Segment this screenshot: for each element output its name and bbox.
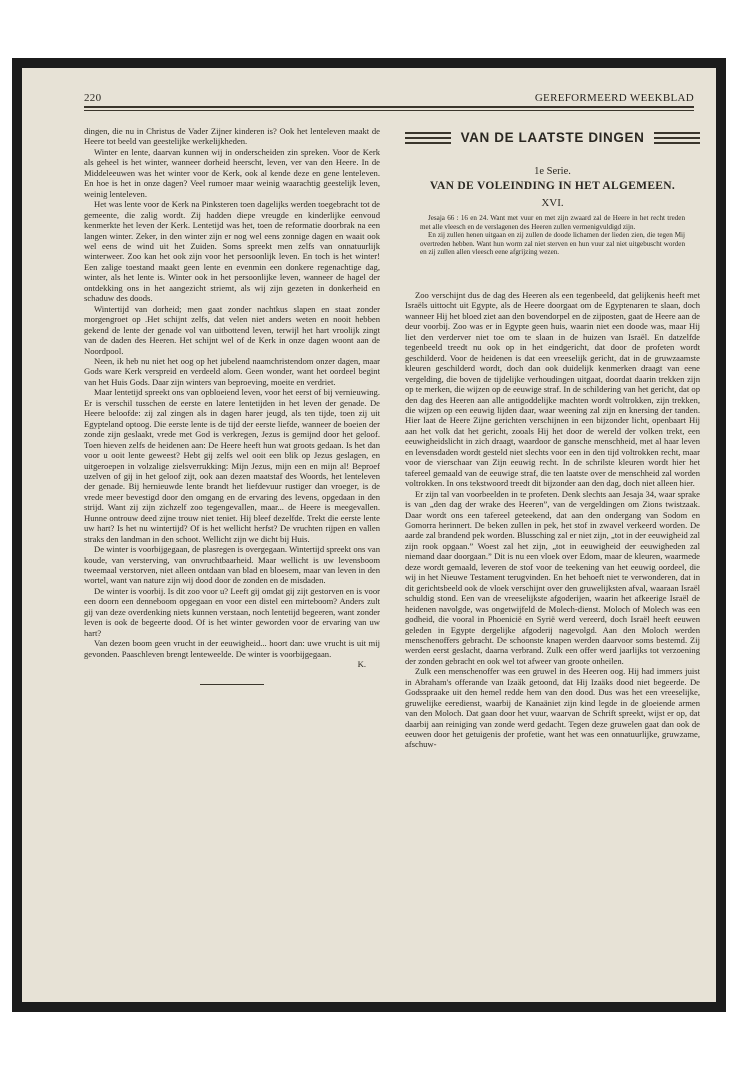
end-rule xyxy=(200,684,264,685)
section-title: VAN DE LAATSTE DINGEN xyxy=(460,130,645,145)
decorative-rules-left xyxy=(405,132,451,146)
author-signature: K. xyxy=(357,659,366,670)
header-rule xyxy=(84,106,694,108)
left-paragraph: Neen, ik heb nu niet het oog op het jubelend naamchristendom onzer dagen, maar Gods ware Kerk verspreid en verdeeld alom. Geen wonder, want het oordeel begint van het Huis Gods. Daar zijn winters van beproeving, moeite en verdriet. xyxy=(84,355,380,387)
left-paragraph: dingen, die nu in Christus de Vader Zijner kinderen is? Ook het lenteleven maakt de Heere tot beeld van geestelijke werkelijkheden. xyxy=(84,126,380,147)
decorative-rules-right xyxy=(654,132,700,146)
left-paragraph: Van dezen boom geen vrucht in der eeuwigheid... hoort dan: uwe vrucht is uit mij gevonden. Paaschleven brengt lenteweelde. De winter is voorbijgegaan. xyxy=(84,638,380,659)
quote-line: Jesaja 66 : 16 en 24. Want met vuur en met zijn zwaard zal de Heere in het recht treden met alle vleesch en de verslagenen des Heeren zullen vermenigvuldigd zijn. xyxy=(420,214,685,231)
journal-title: GEREFORMEERD WEEKBLAD xyxy=(534,92,694,104)
left-paragraph: Wintertijd van dorheid; men gaat zonder nachtkus slapen en staat zonder morgengroet op .Het schijnt zelfs, dat velen niet anders weten en nooit hebben gekend de lente der genade vol van uitbottend leven, terwijl het hart vroolijk zingt van de daden des Heeren. Het schijnt wel of de Kerk in onze dagen woont aan de Noordpool. xyxy=(84,303,380,356)
left-paragraph: Maar lentetijd spreekt ons van opbloeiend leven, voor het eerst of bij vernieuwing. Er is verschil tusschen de eerste en latere lentetijden in het leven der genade. De Heere beloofde: zij zal zingen als in dagen harer jeugd, als ten tijde, toen zij uit Egypteland optoog. Die eerste lente is de tijd der eerste liefde, wanneer de boeien der zonde zijn geslaakt, vrede met God is verkregen, Jezus is gemijnd door het geloof. Toen hieven zelfs de heidenen aan: De Heere heeft hun wat groots gedaan. Is het dan voor u ooit lente geweest? Hebt gij zelfs wel ooit een blik op Jezus geslagen, en uitgeroepen in volzalige zielsverrukking: Mijn Jezus, mijn een en mijn al! Beproef uzelven of gij in het geloof zijt, ook aan dezen maatstaf des Woords, het lenteleven der genade. Bij hernieuwde lente brandt het liefdevuur rustiger dan vroeger, is de vrede meer bevestigd door den omgang en de ervaring des levens, opgedaan in den strijd. Want zij zijn zichzelf zoo tegengevallen, maar... de Heere is meegevallen. Hunne ontrouw deed zijne trouw niet teniet. Hij bleef dezelfde. Trekt die eerste lente uw hart? Is het nu wintertijd? Of is het wellicht herfst? De vruchten rijpen en vallen straks den landman in den schoot. Wellicht zijn we dicht bij Huis. xyxy=(84,387,380,544)
header-rule-thin xyxy=(84,110,694,111)
part-number: XVI. xyxy=(541,197,564,209)
left-paragraph: De winter is voorbij. Is dit zoo voor u? Leeft gij omdat gij zijt gestorven en is voor een doorn een denneboom opgegaan en voor een distel een mirteboom? Anders zult gij van deze overdenking niets kunnen verstaan, noch lentetijd begeeren, want zonder leven is ook de begeerte dood. Of is het winter geworden voor de ervaring van uw hart? xyxy=(84,585,380,638)
page xyxy=(22,68,716,1002)
right-paragraph: Zulk een menschenoffer was een gruwel in des Heeren oog. Hij had immers juist in Abraham's offerande van Izaäk getoond, dat Hij Izaäks dood niet begeerde. De Godsspraake uit den hemel redde hem van den dood. Dus was het een vreeselijke, gruwelijke eeredienst, waarbij de Kanaäniet zijn kind legde in de gloeiende armen van den Moloch. Dat gaan door het vuur, waarvan de Schrift spreekt, wijst er op, dat daarbij aan reiniging van zonde werd gedacht. Tegen deze gruwelen gaat dan ook de eeuwen door het getuigenis der profetie, want het was een onnatuurlijke, gruwzame, afschuw- xyxy=(405,666,700,750)
section-heading xyxy=(405,126,700,152)
left-paragraph: Winter en lente, daarvan kunnen wij in onderscheiden zin spreken. Voor de Kerk als geheel is het winter, wanneer dorheid heerscht, leven, ver van den Heere. In de Middeleeuwen was het winter voor de Kerk, ook al kende deze en gene lenteleven. En hoe is het in onze dagen? Veel rumoer maar weinig waarachtig geestelijk leven, weinig lenteleven. xyxy=(84,146,380,199)
page-number: 220 xyxy=(84,92,102,104)
right-column xyxy=(405,290,700,750)
right-paragraph: Zoo verschijnt dus de dag des Heeren als een tegenbeeld, dat gelijkenis heeft met Israëls uittocht uit Egypte, als de Heere doorgaat om de Egyptenaren te slaan, doch wanneer Hij het bloed ziet aan den bovendorpel en de zijposten, gaat de Heere aan de deur voorbij. Zoo was er in Egypte geen huis, waarin niet een doode was, maar Hij liet den verderver niet toe om te slaan in de huizen van Israël. En datzelfde tegenbeeld treedt nu ook op in het eindgericht, dat door de profeten wordt geschilderd. Voor de heidenen is dat een vreeselijk gericht, dat in de gruwzaamste kleuren geschilderd wordt, doch dan ook duidelijk kenmerken draagt van eene vergelding, die boven de tijdelijke verhoudingen uitgaat, doordat daarin trekken zijn op te merken, die wijzen op de eeuwige straf. In de schildering van het gericht, dat op den dag des Heeren aan alle antigoddelijke machten wordt voltrokken, zijn trekken, die wijzen op een eeuwig lijden daar, waar weening zal zijn en knersing der tanden. Hier laat de Heere Zijne gerichten verschijnen in een bijzonder licht, openbaart Hij aan het volk dat het gericht, zooals Hij het door de wereld der volken trekt, een eeuwigheidslicht in zich draagt, waardoor de gansche menschheid, met al haar leven en levensdaden wordt gesteld niet slechts voor een in den tijd voltrokken recht, maar voor de vierschaar van Zijn eeuwig recht. In de schrilste kleuren wordt hier het tafereel gemaald van de eeuwige straf, die ten laatste over de menschheid zal worden voltrokken. In ons tekstwoord treedt dit bijzonder aan den dag, doch niet alleen hier. xyxy=(405,290,700,489)
left-column xyxy=(84,126,380,685)
series-label: 1e Serie. xyxy=(534,166,571,177)
quote-line: En zij zullen henen uitgaan en zij zullen de doode lichamen der lieden zien, die tegen Mij overtreden hebben. Want hun worm zal niet sterven en hun vuur zal niet uitgebuscht worden en zij zullen allen vleesch eene afgrijzing wezen. xyxy=(420,231,685,257)
left-paragraph: Het was lente voor de Kerk na Pinksteren toen dagelijks werden toegebracht tot de gemeente, die zalig wordt. Zij hadden diepe vreugde en kinderlijke eenvoud kenmerkte het leven der Kerk. Lentetijd was het, toen de reformatie doorbrak na een langen winter. Zeker, in den winter zijn er nog wel eens zonnige dagen en waait ook wel eens de wind uit het Zuiden. Soms spreekt men zelfs van onnatuurlijk winterweer. Zoo kan het ook zijn voor het persoonlijk leven. En toch is het winter! Een zalige toestand maakt geen lente en evenmin een donkere regenachtige dag, winter, als het lente is. Winter ook in het persoonlijke leven, wanneer de hagel der ontdekking ons in het aangezicht striemt, als wij zijn gezeten in donkerheid en schaduw des doods. xyxy=(84,199,380,304)
closing-row xyxy=(84,638,380,659)
right-paragraph: Er zijn tal van voorbeelden in te profeten. Denk slechts aan Jesaja 34, waar sprake is van „den dag der wrake des Heeren”, van de vergeldingen om Zions twistzaak. Daar wordt ons een tafereel geteekend, dat aan den ondergang van Sodom en Gomorra herinnert. De beken zullen in pek, het stof in zwavel verkeerd worden. De aarde zal brandend pek worden. Blussching zal er niet zijn, „tot in der eeuwigheid zal zijn rook opgaan.” Woest zal het zijn, „tot in eeuwigheid der eeuwigheden zal niemand daar doorgaan.” Dit is nu een vloek over Edom, maar de kleuren, waarmede deze wordt gemaald, leveren de stof voor de teekening van het eeuwig oordeel, die wij in het Nieuwe Testament terugvinden. En het behoeft niet te verwonderen, dat in dit gerichtsbeeld ook de vloek verschijnt over den gruwelijksten afval, waaraan Israël schuldig stond. Een van de vreeselijkste afgoderijen, waarin het afkeerige Israël de heidenen navolgde, was ongetwijfeld de Molech-dienst. Moloch of Molech was een godheid, die vooral in Phoenicië en Syrië werd vereerd, doch Israël heeft eeuwen geleden in Egypte dergelijke afgoderij nagevolgd. Aan den Moloch werden menschenoffers gebracht. De schoonste knapen werden daarvoor soms bestemd. Zij werden eerst geslacht, daarna verbrand. Zulk een offer werd jaarlijks tot verzoening der zonden gebracht en ook wel tot afweer van groote onheilen. xyxy=(405,488,700,666)
left-paragraph: De winter is voorbijgegaan, de plasregen is overgegaan. Wintertijd spreekt ons van koude, van versterving, van onvruchtbaarheid. Maar wellicht is uw levensboom tweemaal verstorven, niet alleen ontdaan van blad en bloesem, maar van leven in den wortel, want van nature zijn wij dood door de zonden en de misdaden. xyxy=(84,544,380,586)
article-subtitle: VAN DE VOLEINDING IN HET ALGEMEEN. xyxy=(429,180,676,192)
article-heading xyxy=(405,166,700,209)
scripture-quote xyxy=(420,214,685,257)
